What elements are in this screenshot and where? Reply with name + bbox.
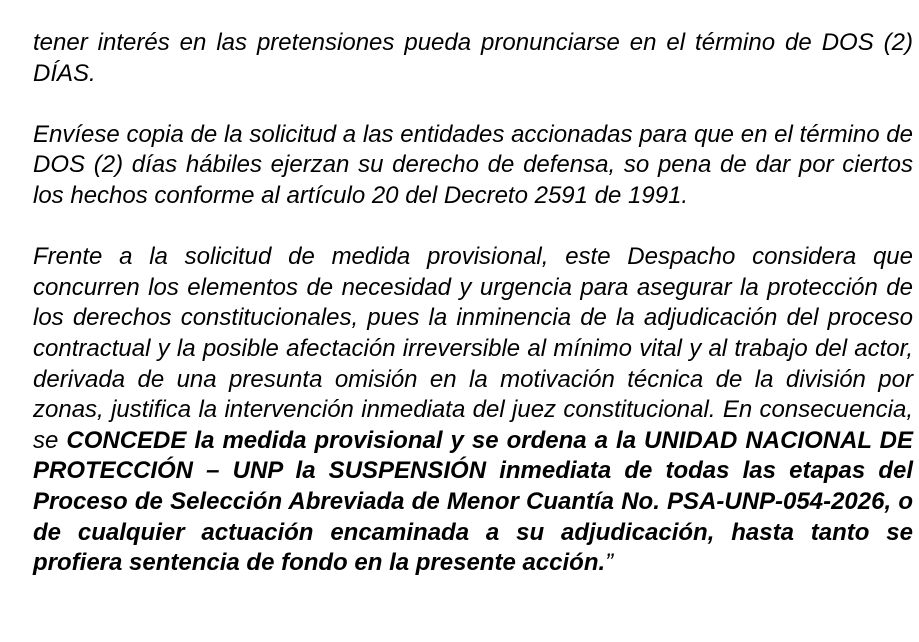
closing-quote: ” [605, 549, 614, 577]
provisional-measure-intro: Frente a la solicitud de medida provisional, este Despacho considera que concurren los elementos de necesidad y urgencia para asegurar la protección de los derechos constitucionales, pues la inminencia de la adjudicación del proceso contractual y la posible afectación irreversible al mínimo vital y al trabajo del actor, derivada de una presunta omisión en la motivación técnica de la división por zonas, justifica la intervención inmediata del juez constitucional. En consecuencia, se [33, 243, 913, 454]
provisional-measure-order: CONCEDE la medida provisional y se ordena a la UNIDAD NACIONAL DE PROTECCIÓN – UNP la SUSPENSIÓN inmediata de todas las etapas del Proceso de Selección Abreviada de Menor Cuantía No. PSA-UNP-054-2026, o de cualquier actuación encaminada a su adjudicación, hasta tanto se profiera sentencia de fondo en la presente acción. [33, 426, 913, 577]
paragraph-term-days: tener interés en las pretensiones pueda pronunciarse en el término de DOS (2) DÍAS. [33, 29, 913, 87]
paragraph-send-copy: Envíese copia de la solicitud a las entidades accionadas para que en el término de DOS (2) días hábiles ejerzan su derecho de defensa, so pena de dar por ciertos los hechos conforme al artículo 20 del Decreto 2591 de 1991. [33, 120, 913, 209]
document-body [33, 28, 913, 579]
paragraph-provisional-measure [33, 242, 913, 579]
